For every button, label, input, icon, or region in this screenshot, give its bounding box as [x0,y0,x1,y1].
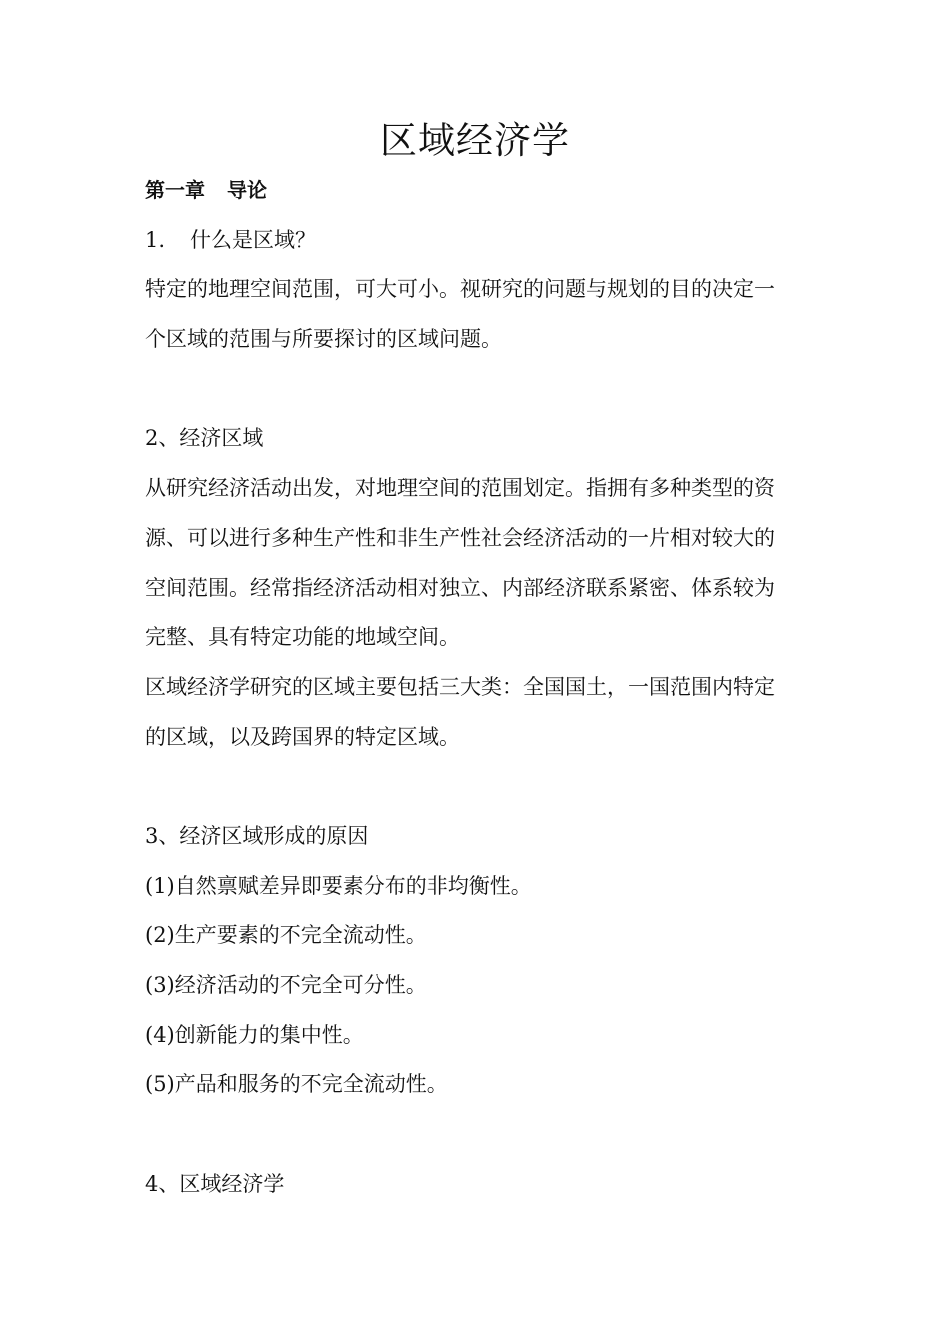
document-body [145,166,810,1209]
section-1-heading [145,216,810,266]
paragraph-line: 特定的地理空间范围，可大可小。视研究的问题与规划的目的决定一 [145,277,775,302]
paragraph-line: 的区域，以及跨国界的特定区域。 [145,724,460,749]
section-1-title: 什么是区域？ [190,227,316,252]
section-4-heading: 4、区域经济学 [145,1171,285,1196]
blank-line [145,762,810,812]
paragraph-line: 空间范围。经常指经济活动相对独立、内部经济联系紧密、体系较为 [145,575,775,600]
chapter-number: 第一章 [145,178,205,202]
section-2-heading: 2、经济区域 [145,426,264,451]
list-item: (1)自然禀赋差异即要素分布的非均衡性。 [145,873,532,898]
list-item: (5)产品和服务的不完全流动性。 [145,1072,448,1097]
paragraph-line: 完整、具有特定功能的地域空间。 [145,625,460,650]
paragraph-line: 源、可以进行多种生产性和非生产性社会经济活动的一片相对较大的 [145,525,775,550]
section-3-heading: 3、经济区域形成的原因 [145,823,369,848]
list-item: (3)经济活动的不完全可分性。 [145,973,427,997]
chapter-name: 导论 [227,178,267,202]
paragraph-line: 个区域的范围与所要探讨的区域问题。 [145,327,502,352]
blank-line [145,365,810,415]
blank-line [145,1110,810,1160]
list-item: (2)生产要素的不完全流动性。 [145,923,427,948]
section-1-number: 1. [145,227,166,252]
list-item: (4)创新能力的集中性。 [145,1022,364,1047]
document-title: 区域经济学 [380,119,570,162]
chapter-heading [145,166,810,216]
paragraph-line: 区域经济学研究的区域主要包括三大类：全国国土，一国范围内特定 [145,674,775,699]
paragraph-line: 从研究经济活动出发，对地理空间的范围划定。指拥有多种类型的资 [145,476,775,501]
